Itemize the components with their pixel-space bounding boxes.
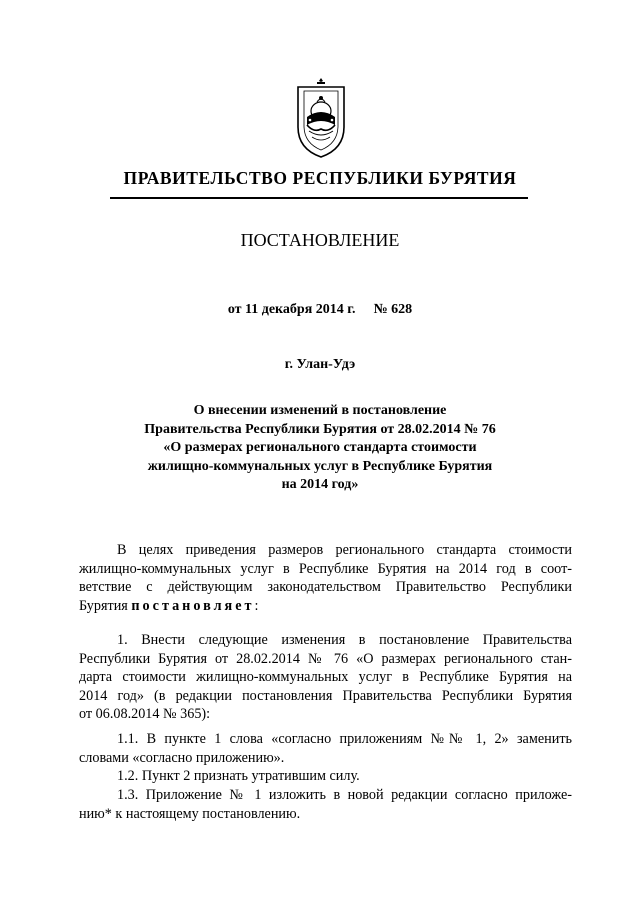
paragraph-line: нию* к настоящему постановлению. xyxy=(79,805,301,822)
document-date-line xyxy=(0,301,640,319)
document-date: от 11 декабря 2014 г. xyxy=(227,302,356,317)
subject-line: «О размерах регионального стандарта стоимости xyxy=(163,440,477,455)
paragraph-line xyxy=(79,597,572,616)
document-type: ПОСТАНОВЛЕНИЕ xyxy=(240,230,400,250)
paragraph-line: 2014 год» (в редакции постановления Правительства Республики Бурятия xyxy=(79,687,572,704)
paragraph-line: 1. Внести следующие изменения в постановление Правительства xyxy=(117,632,572,648)
paragraph-line: 1.1. В пункте 1 слова «согласно приложениям №№ 1, 2» заменить xyxy=(117,731,572,747)
paragraph-line: 1.3. Приложение № 1 изложить в новой редакции согласно приложе- xyxy=(117,787,572,803)
header-divider xyxy=(110,197,528,199)
document-subject xyxy=(100,402,540,495)
coat-of-arms-icon xyxy=(295,77,347,159)
paragraph-line: словами «согласно приложению». xyxy=(79,749,285,766)
subject-line: О внесении изменений в постановление xyxy=(193,403,447,418)
document-city: г. Улан-Удэ xyxy=(284,357,356,372)
preamble-last-suffix: : xyxy=(254,597,259,614)
subject-line: Правительства Республики Бурятия от 28.02.2014 № 76 xyxy=(144,421,496,437)
item-1-paragraph xyxy=(79,631,572,724)
paragraph-line: дарта стоимости жилищно-коммунальных услуг в Республике Бурятия на xyxy=(79,669,572,686)
resolution-keyword: постановляет xyxy=(131,597,255,614)
paragraph-line: 1.2. Пункт 2 признать утратившим силу. xyxy=(117,768,360,784)
subject-line: жилищно-коммунальных услуг в Республике Бурятия xyxy=(147,458,493,474)
item-1-1-paragraph xyxy=(79,730,572,767)
preamble-last-prefix: Бурятия xyxy=(79,597,132,614)
preamble-paragraph xyxy=(79,541,572,615)
paragraph-line: от 06.08.2014 № 365): xyxy=(79,706,211,723)
document-number: № 628 xyxy=(373,302,413,317)
item-1-3-paragraph xyxy=(79,786,572,823)
item-1-2-paragraph xyxy=(79,767,572,786)
paragraph-line: В целях приведения размеров регионального стандарта стоимости xyxy=(117,542,572,558)
paragraph-line: жилищно-коммунальных услуг в Республике Бурятия на 2014 год в соот- xyxy=(79,560,572,577)
paragraph-line: Республики Бурятия от 28.02.2014 № 76 «О размерах регионального стан- xyxy=(79,650,572,667)
subject-line: на 2014 год» xyxy=(281,477,359,492)
government-title: ПРАВИТЕЛЬСТВО РЕСПУБЛИКИ БУРЯТИЯ xyxy=(123,168,517,188)
paragraph-line: ветствие с действующим законодательством Правительство Республики xyxy=(79,579,572,596)
